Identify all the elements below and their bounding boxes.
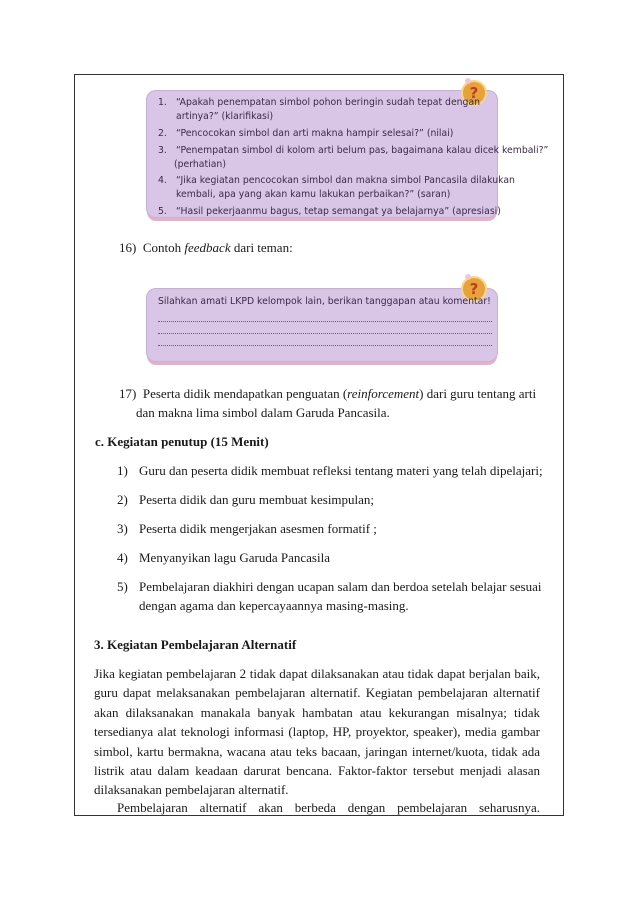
item-16-number: 16) [119,240,137,255]
feedback-example-text: artinya?” (klarifikasi) [176,111,274,122]
section-3-paragraph [94,664,540,800]
closing-item-number: 5) [117,579,128,594]
question-badge-icon: ? [461,276,487,302]
answer-line [158,321,492,322]
paragraph-line: Jika kegiatan pembelajaran 2 tidak dapat dilaksanakan atau tidak dapat berjalan baik, [94,666,540,681]
item-16-text-pre: Contoh [142,240,185,255]
feedback-example-number: 3. [158,145,167,156]
closing-item-text: Peserta didik mengerjakan asesmen formatif ; [139,521,377,536]
item-17 [119,384,536,403]
paragraph-line: simbol, kartu bermakna, wacana atau teks bacaan, jaringan internet/kuota, tidak ada [94,743,540,759]
closing-heading: c. Kegiatan penutup (15 Menit) [95,434,269,449]
item-16-text-post: dari teman: [230,240,293,255]
section-3-last-line [117,798,540,817]
item-16-emphasis: feedback [184,240,231,255]
closing-item-text: Guru dan peserta didik membuat refleksi tentang materi yang telah dipelajari; [139,463,543,478]
closing-item-text: dengan agama dan kepercayaannya masing-masing. [139,598,409,613]
paragraph-line: guru dapat melaksanakan pembelajaran alternatif. Kegiatan pembelajaran alternatif [94,685,540,701]
feedback-example-number: 4. [158,175,167,186]
paragraph-line: tersedianya alat teknologi informasi (laptop, HP, proyektor, speaker), media gambar [94,724,540,740]
item-17-text-post: ) dari guru tentang arti [419,386,537,401]
closing-item-number: 2) [117,492,128,507]
feedback-example-text: “Penempatan simbol di kolom arti belum pas, bagaimana kalau dicek kembali?” [176,145,549,156]
feedback-example-number: 1. [158,97,167,108]
feedback-example-number: 2. [158,128,167,139]
feedback-example-text: “Pencocokan simbol dan arti makna hampir selesai?” (nilai) [176,128,454,139]
section-3-heading: 3. Kegiatan Pembelajaran Alternatif [94,637,297,652]
question-badge-icon: ? [461,80,487,106]
item-16 [119,238,293,257]
feedback-example-text: “Jika kegiatan pencocokan simbol dan makna simbol Pancasila dilakukan [176,175,515,186]
feedback-example-number: 5. [158,206,167,217]
item-17-line-2: dan makna lima simbol dalam Garuda Pancasila. [136,405,390,420]
paragraph-line: dilaksanakan pembelajaran alternatif. [94,782,289,798]
closing-item-text: Pembelajaran diakhiri dengan ucapan salam dan berdoa setelah belajar sesuai [139,579,542,594]
closing-item-number: 3) [117,521,128,536]
paragraph-line: akan dilaksanakan manakala banyak hambatan atau kekurangan misalnya; tidak [94,704,540,720]
closing-item-number: 1) [117,463,128,478]
closing-item-number: 4) [117,550,128,565]
item-17-number: 17) [119,386,137,401]
paragraph-line: Pembelajaran alternatif akan berbeda dengan pembelajaran seharusnya. [117,800,540,815]
feedback-example-text: “Hasil pekerjaanmu bagus, tetap semangat ya belajarnya” (apresiasi) [176,206,501,217]
closing-item-text: Peserta didik dan guru membuat kesimpulan; [139,492,375,507]
paragraph-line: listrik atau dalam keadaan darurat bencana. Faktor-faktor tersebut menjadi alasan [94,762,540,778]
feedback-example-text: “Apakah penempatan simbol pohon beringin sudah tepat dengan [176,97,481,108]
item-17-text-pre: Peserta didik mendapatkan penguatan ( [142,386,348,401]
feedback-example-text: kembali, apa yang akan kamu lakukan perbaikan?” (saran) [176,189,451,200]
answer-line [158,345,492,346]
item-17-emphasis: reinforcement [347,386,420,401]
answer-line [158,333,492,334]
peer-feedback-prompt: Silahkan amati LKPD kelompok lain, berikan tanggapan atau komentar! [158,296,491,307]
feedback-example-text: (perhatian) [174,159,226,170]
closing-item-text: Menyanyikan lagu Garuda Pancasila [139,550,330,565]
